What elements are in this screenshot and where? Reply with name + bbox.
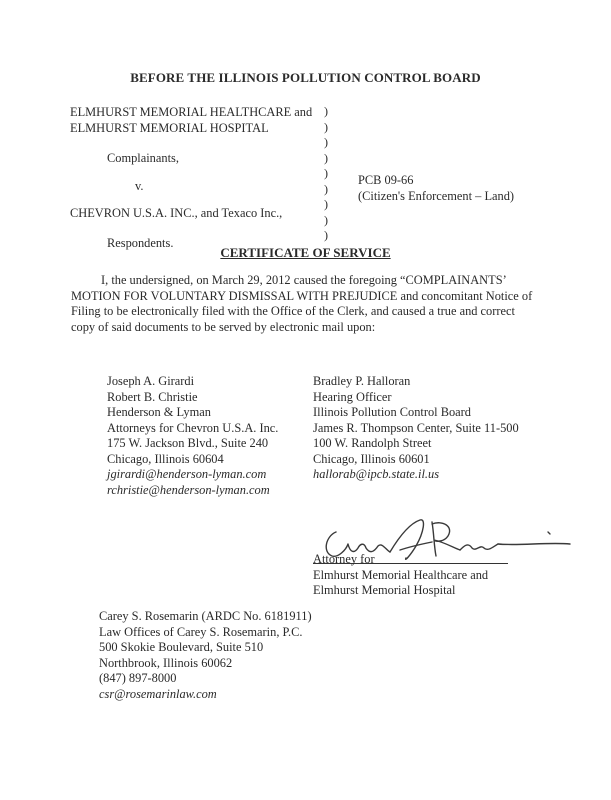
service-right-line: Chicago, Illinois 60601: [313, 451, 430, 466]
service-left-line: Henderson & Lyman: [107, 405, 211, 419]
case-number: PCB 09-66: [358, 173, 414, 187]
service-right-email[interactable]: hallorab@ipcb.state.il.us: [313, 467, 440, 481]
paren: ): [324, 166, 328, 180]
complainant-name-line-1: ELMHURST MEMORIAL HEALTHCARE and: [70, 105, 313, 119]
service-left-line: Chicago, Illinois 60604: [107, 451, 224, 466]
service-left-line: Robert B. Christie: [107, 389, 198, 404]
case-type: (Citizen's Enforcement – Land): [358, 188, 515, 203]
counsel-line: Northbrook, Illinois 60062: [99, 655, 233, 670]
certificate-title: CERTIFICATE OF SERVICE: [220, 245, 391, 260]
certificate-body: [71, 273, 541, 335]
counsel-line: Carey S. Rosemarin (ARDC No. 6181911): [99, 609, 312, 623]
complainant-name-line-2: ELMHURST MEMORIAL HOSPITAL: [70, 120, 269, 135]
client-line: Elmhurst Memorial Hospital: [313, 583, 456, 597]
counsel-contact: [99, 609, 312, 702]
service-right-line: Hearing Officer: [313, 389, 392, 404]
counsel-phone: (847) 897-8000: [99, 671, 177, 685]
paren: ): [324, 228, 328, 242]
service-list-left: [107, 374, 278, 498]
versus-label: v.: [135, 179, 144, 193]
service-right-line: James R. Thompson Center, Suite 11-500: [313, 420, 519, 435]
paren: ): [324, 197, 328, 211]
complainants-label: Complainants,: [107, 151, 179, 165]
service-right-line: 100 W. Randolph Street: [313, 436, 432, 450]
paren: ): [324, 181, 328, 196]
body-paragraph: I, the undersigned, on March 29, 2012 caused the foregoing “COMPLAINANTS’ MOTION FOR VOLUNTARY DISMISSAL WITH PREJUDICE and concomitant Notice of Filing to be electronically filed with the Office of the Clerk, and caused a true and correct copy of said documents to be served by electronic mail upon:: [71, 273, 533, 334]
client-line: Elmhurst Memorial Healthcare and: [313, 567, 489, 582]
counsel-email[interactable]: csr@rosemarinlaw.com: [99, 686, 217, 701]
signature-block: [313, 552, 488, 599]
service-left-line: Attorneys for Chevron U.S.A. Inc.: [107, 420, 279, 435]
paren: ): [324, 119, 328, 134]
case-caption: [70, 104, 312, 135]
caption-parentheses: [324, 104, 328, 244]
case-info: [358, 173, 514, 204]
counsel-line: Law Offices of Carey S. Rosemarin, P.C.: [99, 624, 303, 639]
paren: ): [324, 150, 328, 165]
respondents-label: Respondents.: [107, 236, 174, 250]
service-left-line: 175 W. Jackson Blvd., Suite 240: [107, 436, 269, 450]
counsel-line: 500 Skokie Boulevard, Suite 510: [99, 640, 264, 654]
service-left-email[interactable]: rchristie@henderson-lyman.com: [107, 482, 270, 497]
paren: ): [324, 212, 328, 227]
document-heading: BEFORE THE ILLINOIS POLLUTION CONTROL BOARD: [130, 70, 481, 85]
attorney-for-label: Attorney for: [313, 552, 375, 566]
respondent-name: CHEVRON U.S.A. INC., and Texaco Inc.,: [70, 206, 283, 220]
paren: ): [324, 135, 328, 149]
service-right-line: Bradley P. Halloran: [313, 374, 411, 388]
service-left-email[interactable]: jgirardi@henderson-lyman.com: [107, 467, 267, 481]
paren: ): [324, 104, 328, 118]
service-right-line: Illinois Pollution Control Board: [313, 405, 471, 419]
service-list-right: [313, 374, 519, 483]
service-left-line: Joseph A. Girardi: [107, 374, 195, 388]
